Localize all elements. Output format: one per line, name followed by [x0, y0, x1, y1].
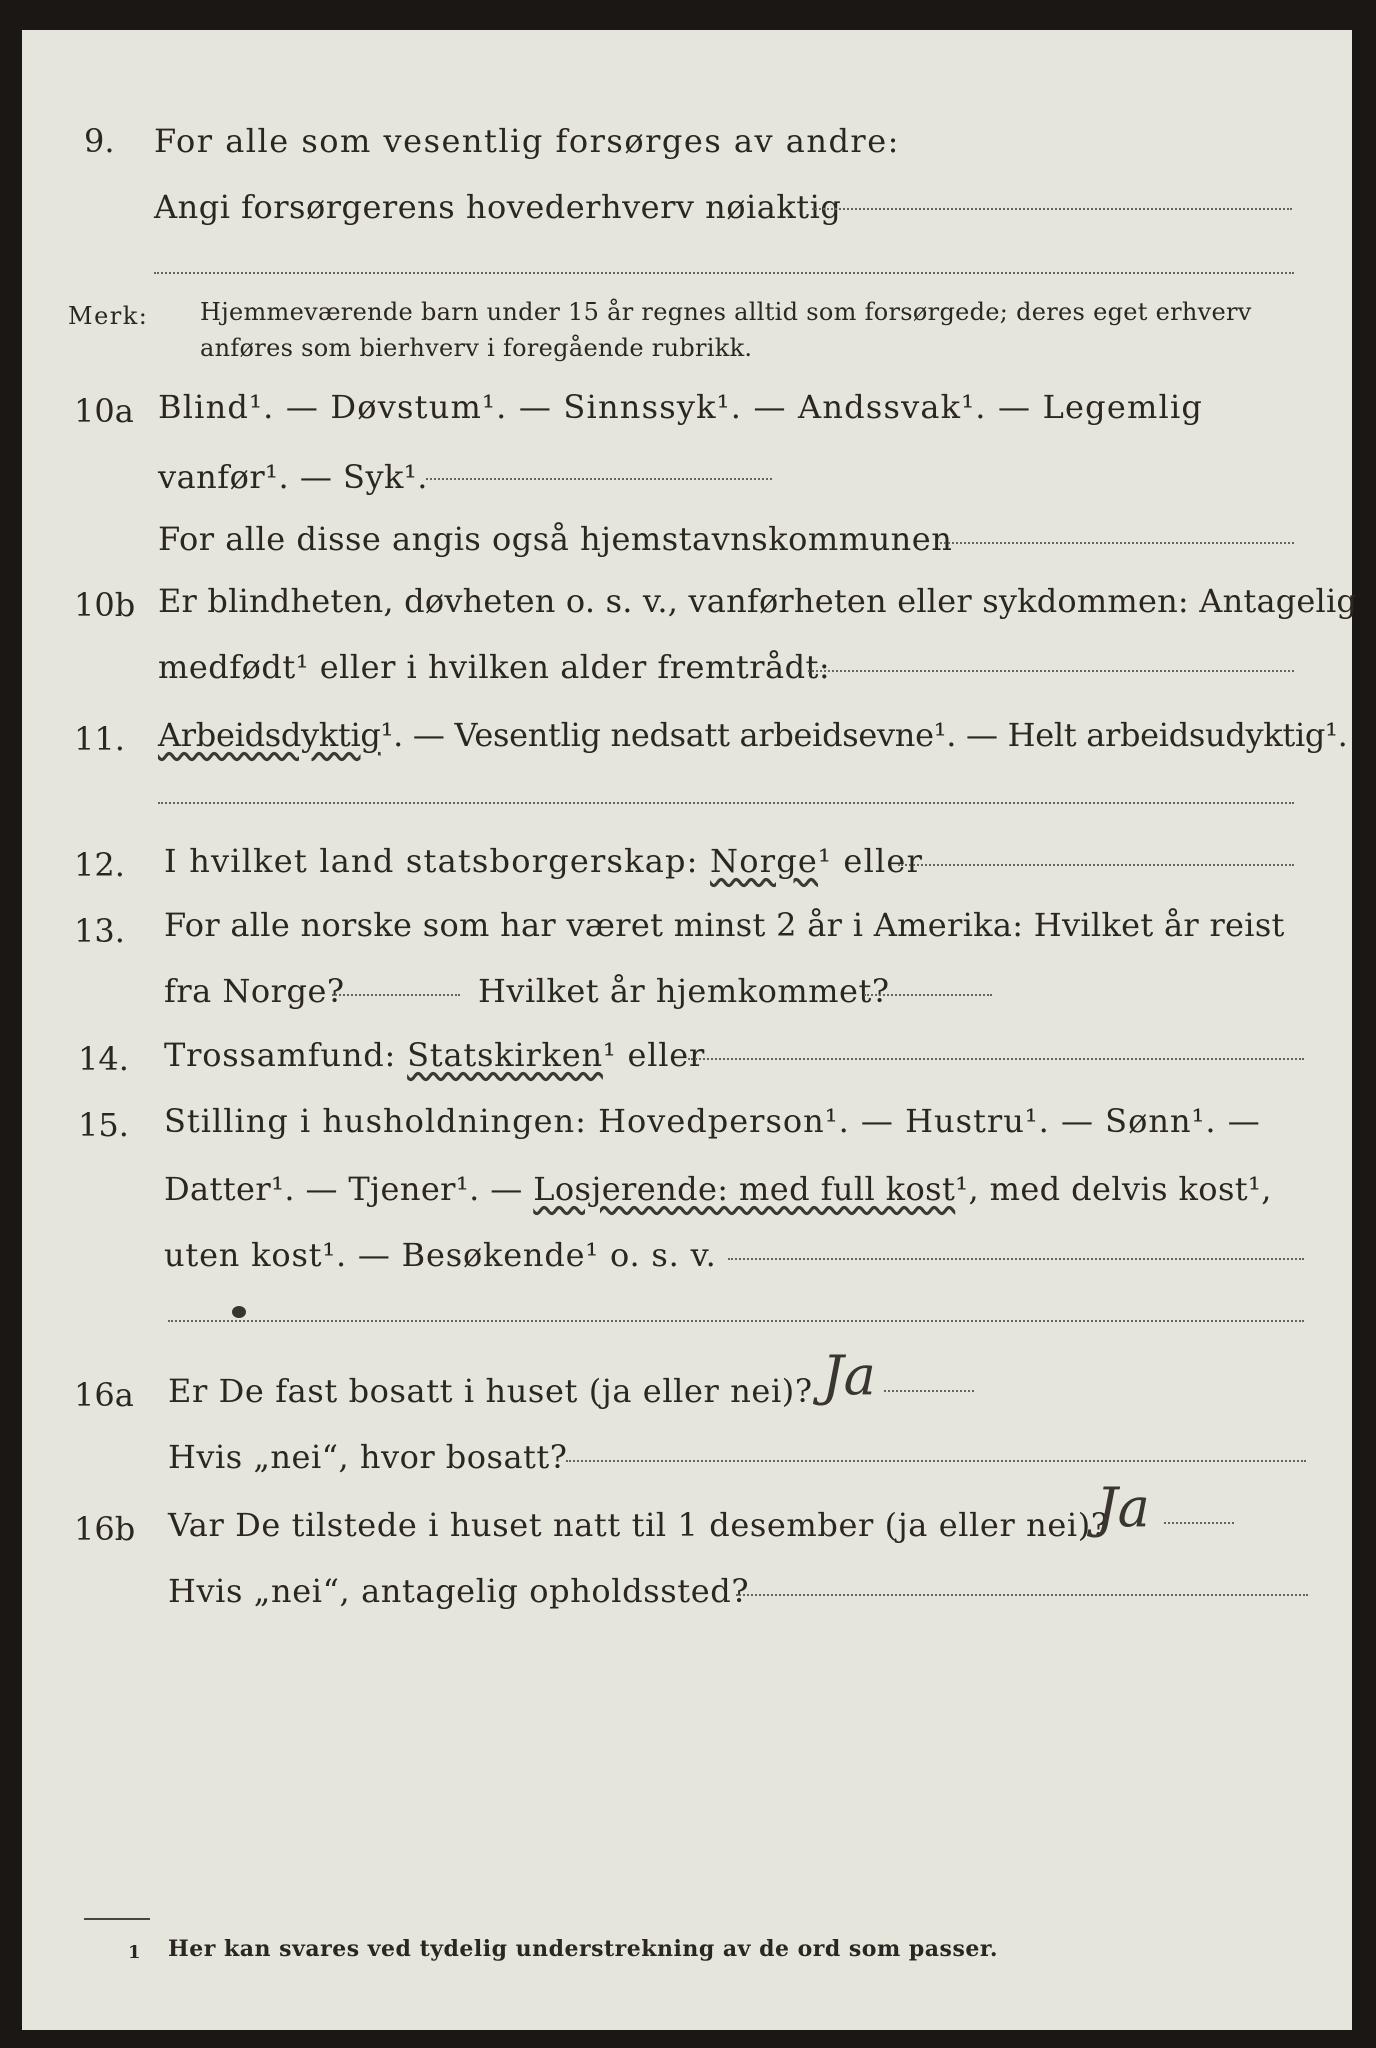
- q16b-handwritten-answer[interactable]: Ja: [1096, 1476, 1150, 1539]
- q11-answer-line[interactable]: [158, 802, 1294, 804]
- footnote-text: Her kan svares ved tydelig understrekning av de ord som passer.: [168, 1936, 999, 1962]
- q9-number: 9.: [84, 122, 115, 160]
- q10a-hometown-line[interactable]: [940, 542, 1294, 544]
- q12-answer-line[interactable]: [898, 864, 1294, 866]
- q16b-line2: Hvis „nei“, antagelig opholdssted?: [168, 1572, 750, 1610]
- q15-line2: [164, 1170, 1272, 1208]
- q10b-line1: Er blindheten, døvheten o. s. v., vanførheten eller sykdommen: Antagelig: [158, 582, 1358, 620]
- census-form-page: [22, 30, 1358, 2030]
- q12-norge-underlined[interactable]: Norge: [710, 842, 819, 880]
- q14-statskirken-underlined[interactable]: Statskirken: [407, 1036, 603, 1074]
- q15-line2-pre: Datter¹. — Tjener¹. —: [164, 1170, 534, 1208]
- q16b-answer-line[interactable]: [1164, 1522, 1234, 1524]
- merk-label: Merk:: [68, 302, 149, 330]
- q12-post: ¹ eller: [818, 842, 924, 880]
- q11-line: [158, 716, 1347, 754]
- q10a-number: 10a: [74, 392, 134, 430]
- q15-line2-post: ¹, med delvis kost¹,: [955, 1170, 1272, 1208]
- q15-losjerende-underlined[interactable]: Losjerende: med full kost: [533, 1170, 956, 1208]
- q10a-answer-line[interactable]: [426, 478, 772, 480]
- q9-line2: Angi forsørgerens hovederhverv nøiaktig: [154, 188, 842, 226]
- merk-line1: Hjemmeværende barn under 15 år regnes alltid som forsørgede; deres eget erhverv: [200, 298, 1252, 326]
- q16a-line2: Hvis „nei“, hvor bosatt?: [168, 1438, 568, 1476]
- q10a-line3: For alle disse angis også hjemstavnskommunen: [158, 520, 953, 558]
- q13-return-year-line[interactable]: [864, 994, 992, 996]
- q14-line: [164, 1036, 705, 1074]
- q9-answer-line[interactable]: [812, 208, 1292, 210]
- q14-pre: Trossamfund:: [164, 1036, 408, 1074]
- q12-pre: I hvilket land statsborgerskap:: [164, 842, 711, 880]
- q16a-number: 16a: [74, 1376, 134, 1414]
- q14-answer-line[interactable]: [688, 1058, 1304, 1060]
- q15-line3: uten kost¹. — Besøkende¹ o. s. v.: [164, 1236, 717, 1274]
- q16a-handwritten-answer[interactable]: Ja: [822, 1344, 876, 1407]
- q16b-number: 16b: [74, 1510, 136, 1548]
- q12-number: 12.: [74, 846, 125, 884]
- q14-number: 14.: [78, 1040, 129, 1078]
- q10a-line1: Blind¹. — Døvstum¹. — Sinnssyk¹. — Andssvak¹. — Legemlig: [158, 388, 1204, 426]
- footnote-rule: [84, 1918, 150, 1920]
- q13-line1: For alle norske som har været minst 2 år i Amerika: Hvilket år reist: [164, 906, 1285, 944]
- q13-line2b: Hvilket år hjemkommet?: [478, 972, 890, 1010]
- q15-answer-line-2[interactable]: [168, 1320, 1304, 1322]
- q13-line2a: fra Norge?: [164, 972, 345, 1010]
- merk-line2: anføres som bierhverv i foregående rubrikk.: [200, 334, 753, 362]
- q15-number: 15.: [78, 1106, 129, 1144]
- ink-dot: [232, 1306, 246, 1318]
- q15-answer-line[interactable]: [728, 1258, 1304, 1260]
- q9-line1: For alle som vesentlig forsørges av andre:: [154, 122, 900, 160]
- q10b-line2: medfødt¹ eller i hvilken alder fremtrådt:: [158, 648, 831, 686]
- q11-number: 11.: [74, 720, 125, 758]
- q12-line: [164, 842, 923, 880]
- q16b-line1: Var De tilstede i huset natt til 1 desember (ja eller nei)?: [168, 1506, 1109, 1544]
- footnote-mark: 1: [128, 1942, 141, 1963]
- q16b-stay-line[interactable]: [736, 1594, 1308, 1596]
- q14-post: ¹ eller: [602, 1036, 706, 1074]
- q15-line1: Stilling i husholdningen: Hovedperson¹. — Hustru¹. — Sønn¹. —: [164, 1102, 1261, 1140]
- q16a-answer-line[interactable]: [884, 1390, 974, 1392]
- q13-number: 13.: [74, 912, 125, 950]
- q10a-line2: vanfør¹. — Syk¹.: [158, 458, 428, 496]
- q10b-number: 10b: [74, 586, 136, 624]
- q11-rest: ¹. — Vesentlig nedsatt arbeidsevne¹. — Helt arbeidsudyktig¹.: [380, 716, 1348, 754]
- q16a-residence-line[interactable]: [566, 1460, 1306, 1462]
- q9-answer-line-2[interactable]: [154, 272, 1294, 274]
- q16a-line1: Er De fast bosatt i huset (ja eller nei)?: [168, 1372, 813, 1410]
- q13-left-year-line[interactable]: [332, 994, 460, 996]
- q11-arbeidsdyktig-underlined[interactable]: Arbeidsdyktig: [158, 716, 381, 754]
- q10b-answer-line[interactable]: [808, 670, 1294, 672]
